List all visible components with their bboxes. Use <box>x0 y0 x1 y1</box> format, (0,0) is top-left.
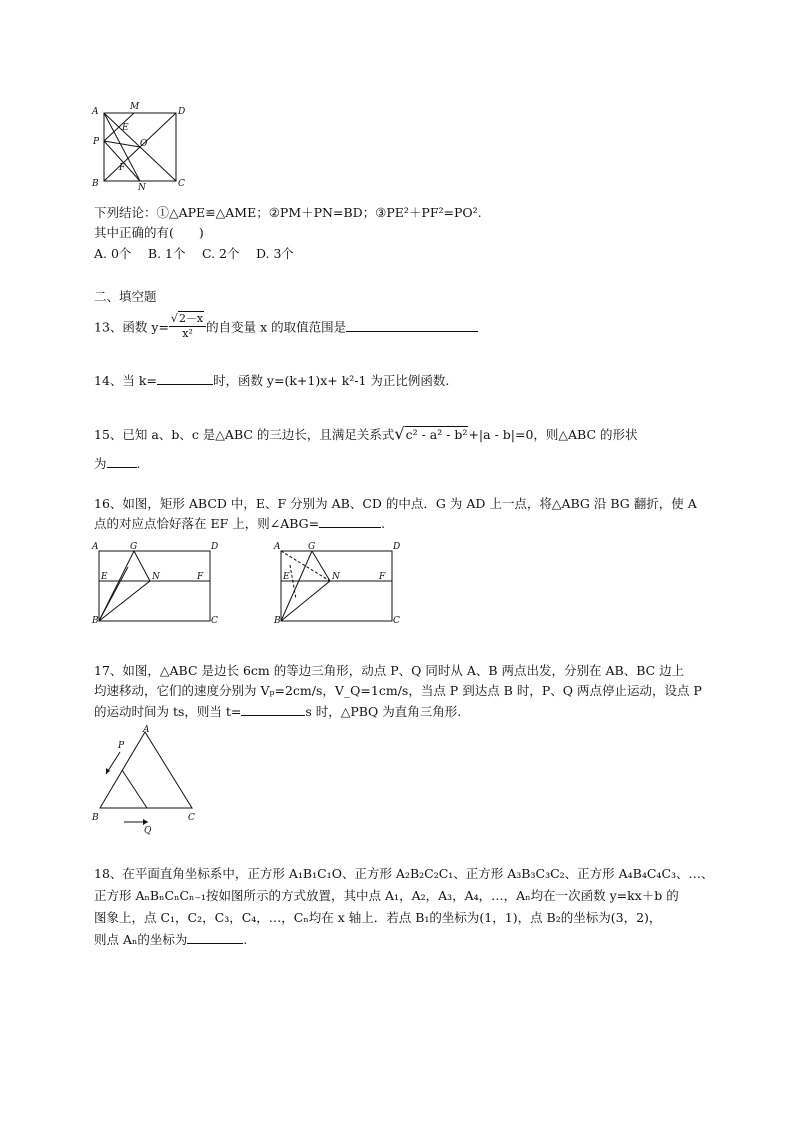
svg-text:A: A <box>143 725 150 735</box>
q12-conclusions: 下列结论：①△APE≌△AME；②PM＋PN=BD；③PE²＋PF²=PO². <box>94 205 482 220</box>
q16-figure-1 <box>90 537 225 627</box>
svg-text:G: G <box>308 542 316 552</box>
q12-label-F: F <box>119 163 126 173</box>
svg-text:D: D <box>211 542 219 552</box>
svg-text:E: E <box>283 572 290 582</box>
q16-answer-blank <box>319 514 381 528</box>
q12-figure <box>90 100 190 192</box>
svg-text:D: D <box>393 542 401 552</box>
svg-text:C: C <box>393 616 400 626</box>
q14-answer-blank <box>157 371 213 385</box>
q17-figure <box>90 724 210 836</box>
q14: 14、当 k= 时，函数 y=(k+1)x+ k²-1 为正比例函数. <box>94 373 450 388</box>
svg-text:F: F <box>197 572 204 582</box>
svg-text:N: N <box>332 572 340 582</box>
q18-line4: 则点 Aₙ的坐标为 . <box>94 932 248 947</box>
q13: 13、函数 y= $\frac{√2-x}{\text{x²}}$ 的自变量 x 的取值范围是 <box>94 314 478 342</box>
q17-line1: 17、如图，△ABC 是边长 6cm 的等边三角形，动点 P、Q 同时从 A、B 两点出发，分别在 AB、BC 边上 <box>94 663 685 678</box>
q12-label-B: B <box>92 179 99 189</box>
svg-text:N: N <box>152 572 160 582</box>
svg-text:C: C <box>211 616 218 626</box>
q12-label-D: D <box>178 107 186 117</box>
q15: 15、已知 a、b、c 是△ABC 的三边长，且满足关系式√c² - a² - b²+|a - b|=0，则△ABC 的形状 <box>94 424 638 443</box>
q15-answer-blank <box>107 454 137 468</box>
q13-fraction: $\frac{√2-x}{\text{x²}}$ <box>169 312 206 340</box>
svg-text:E: E <box>101 572 108 582</box>
q17-line3: 的运动时间为 ts，则当 t= s 时，△PBQ 为直角三角形. <box>94 704 462 719</box>
section-title: 二、填空题 <box>94 289 157 304</box>
q18-answer-blank <box>187 930 243 944</box>
q17-answer-blank <box>241 702 305 716</box>
svg-text:B: B <box>274 616 281 626</box>
q18-line1: 18、在平面直角坐标系中，正方形 A₁B₁C₁O、正方形 A₂B₂C₂C₁、正方形 A₃B₃C₃C₂、正方形 A₄B₄C₄C₃、…、 <box>94 866 714 881</box>
q13-answer-blank <box>346 318 478 332</box>
svg-text:A: A <box>92 542 99 552</box>
q12-label-C: C <box>178 179 185 189</box>
q12-options: A. 0个 B. 1个 C. 2个 D. 3个 <box>94 246 294 261</box>
q12-question: 其中正确的有( ) <box>94 225 204 240</box>
q17-line2: 均速移动，它们的速度分别为 Vₚ=2cm/s，V_Q=1cm/s，当点 P 到达点 B 时，P、Q 两点停止运动，设点 P <box>94 683 702 698</box>
q16-figure-2 <box>272 537 407 627</box>
q12-label-A: A <box>92 107 99 117</box>
q16-line2: 点的对应点恰好落在 EF 上，则∠ABG= . <box>94 516 386 531</box>
q18-line3: 图象上，点 C₁，C₂，C₃，C₄，…，Cₙ均在 x 轴上．若点 B₁的坐标为(1，1)，点 B₂的坐标为(3，2)， <box>94 910 662 925</box>
q12-label-O: O <box>140 139 148 149</box>
svg-text:P: P <box>118 741 125 751</box>
svg-text:Q: Q <box>144 826 152 836</box>
q12-label-N: N <box>138 183 146 192</box>
q15-line2: 为 . <box>94 456 141 471</box>
svg-text:B: B <box>92 616 99 626</box>
q12-label-P: P <box>93 137 100 147</box>
svg-text:G: G <box>130 542 138 552</box>
q18-line2: 正方形 AₙBₙCₙCₙ₋₁按如图所示的方式放置，其中点 A₁，A₂，A₃，A₄，…，Aₙ均在一次函数 y=kx＋b 的 <box>94 888 679 903</box>
svg-text:F: F <box>379 572 386 582</box>
q12-label-M: M <box>130 102 140 112</box>
q16-line1: 16、如图，矩形 ABCD 中，E、F 分别为 AB、CD 的中点．G 为 AD 上一点，将△ABG 沿 BG 翻折，使 A <box>94 496 697 511</box>
q12-label-E: E <box>122 123 129 133</box>
svg-text:A: A <box>274 542 281 552</box>
svg-text:B: B <box>92 813 99 823</box>
svg-text:C: C <box>188 813 195 823</box>
